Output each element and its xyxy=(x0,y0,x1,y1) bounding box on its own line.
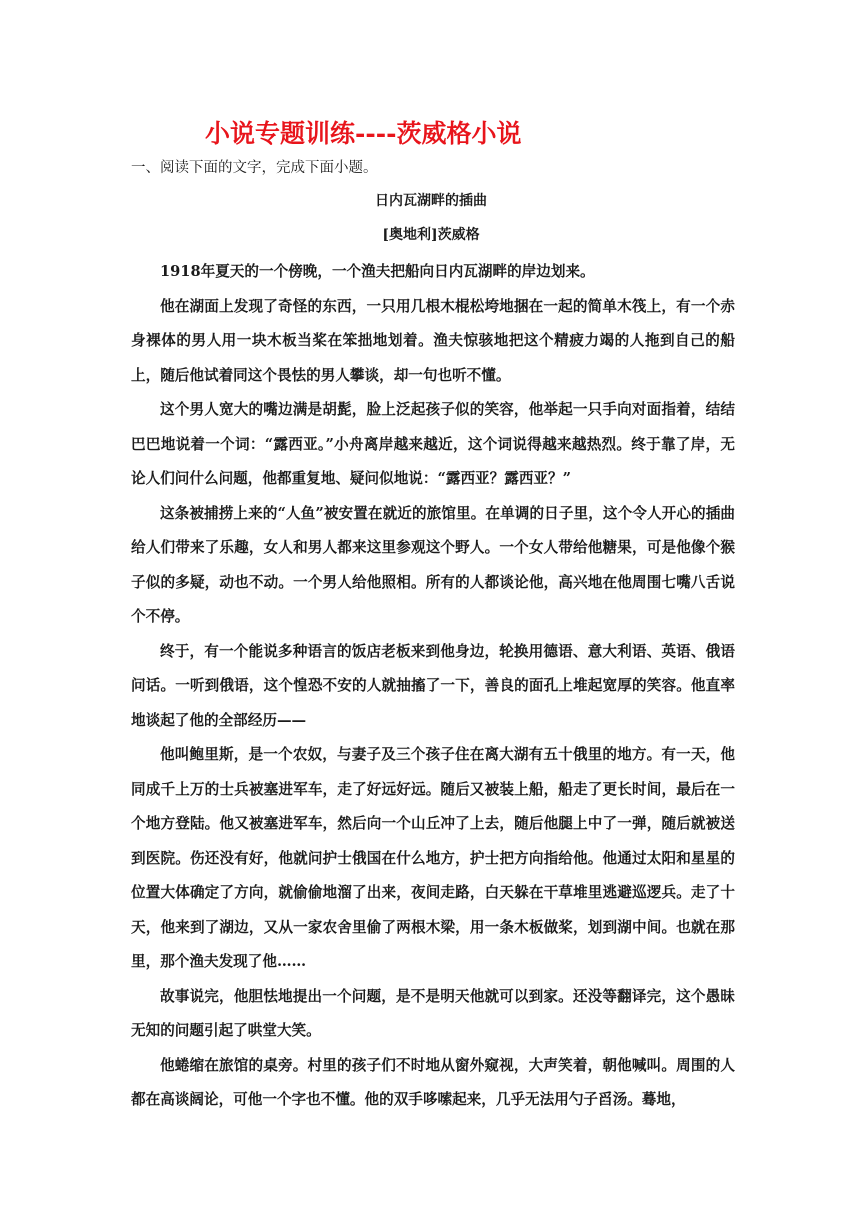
question-instruction: 一、阅读下面的文字，完成下面小题。 xyxy=(131,160,378,176)
story-author: [奥地利]茨威格 xyxy=(382,227,480,243)
story-paragraph: 这条被捕捞上来的“人鱼”被安置在就近的旅馆里。在单调的日子里，这个令人开心的插曲给人们带来了乐趣，女人和男人都来这里参观这个野人。一个女人带给他糖果，可是他像个猴子似的多疑，动也不动。一个男人给他照相。所有的人都谈论他，高兴地在他周围七嘴八舌说个不停。 xyxy=(131,504,735,625)
story-body xyxy=(131,255,735,1118)
story-paragraph: 1918年夏天的一个傍晚，一个渔夫把船向日内瓦湖畔的岸边划来。 xyxy=(160,263,595,280)
story-title: 日内瓦湖畔的插曲 xyxy=(375,193,487,209)
story-paragraph: 故事说完，他胆怯地提出一个问题，是不是明天他就可以到家。还没等翻译完，这个愚昧无知的问题引起了哄堂大笑。 xyxy=(131,987,735,1039)
story-paragraph: 这个男人宽大的嘴边满是胡髭，脸上泛起孩子似的笑容，他举起一只手向对面指着，结结巴巴地说着一个词：“露西亚。”小舟离岸越来越近，这个词说得越来越热烈。终于靠了岸，无论人们问什么问题，他都重复地、疑问似地说：“露西亚？露西亚？” xyxy=(131,401,735,487)
story-paragraph: 他蜷缩在旅馆的桌旁。村里的孩子们不时地从窗外窥视，大声笑着，朝他喊叫。周围的人都在高谈阔论，可他一个字也不懂。他的双手哆嗦起来，几乎无法用勺子舀汤。蓦地， xyxy=(131,1056,735,1108)
story-paragraph: 终于，有一个能说多种语言的饭店老板来到他身边，轮换用德语、意大利语、英语、俄语问话。一听到俄语，这个惶恐不安的人就抽搐了一下，善良的面孔上堆起宽厚的笑容。他直率地谈起了他的全部经历—— xyxy=(131,642,735,729)
story-paragraph: 他在湖面上发现了奇怪的东西，一只用几根木棍松垮地捆在一起的简单木筏上，有一个赤身裸体的男人用一块木板当桨在笨拙地划着。渔夫惊骇地把这个精疲力竭的人拖到自己的船上，随后他试着同这个畏怯的男人攀谈，却一句也听不懂。 xyxy=(131,297,735,384)
document-title: 小说专题训练----茨威格小说 xyxy=(205,119,522,148)
story-paragraph: 他叫鲍里斯，是一个农奴，与妻子及三个孩子住在离大湖有五十俄里的地方。有一天，他同成千上万的士兵被塞进军车，走了好远好远。随后又被装上船，船走了更长时间，最后在一个地方登陆。他又被塞进军车，然后向一个山丘冲了上去，随后他腿上中了一弹，随后就被送到医院。伤还没有好，他就问护士俄国在什么地方，护士把方向指给他。他通过太阳和星星的位置大体确定了方向，就偷偷地溜了出来，夜间走路，白天躲在干草堆里逃避巡逻兵。走了十天，他来到了湖边，又从一家农舍里偷了两根木梁，用一条木板做桨，划到湖中间。也就在那里，那个渔夫发现了他…… xyxy=(131,746,735,970)
